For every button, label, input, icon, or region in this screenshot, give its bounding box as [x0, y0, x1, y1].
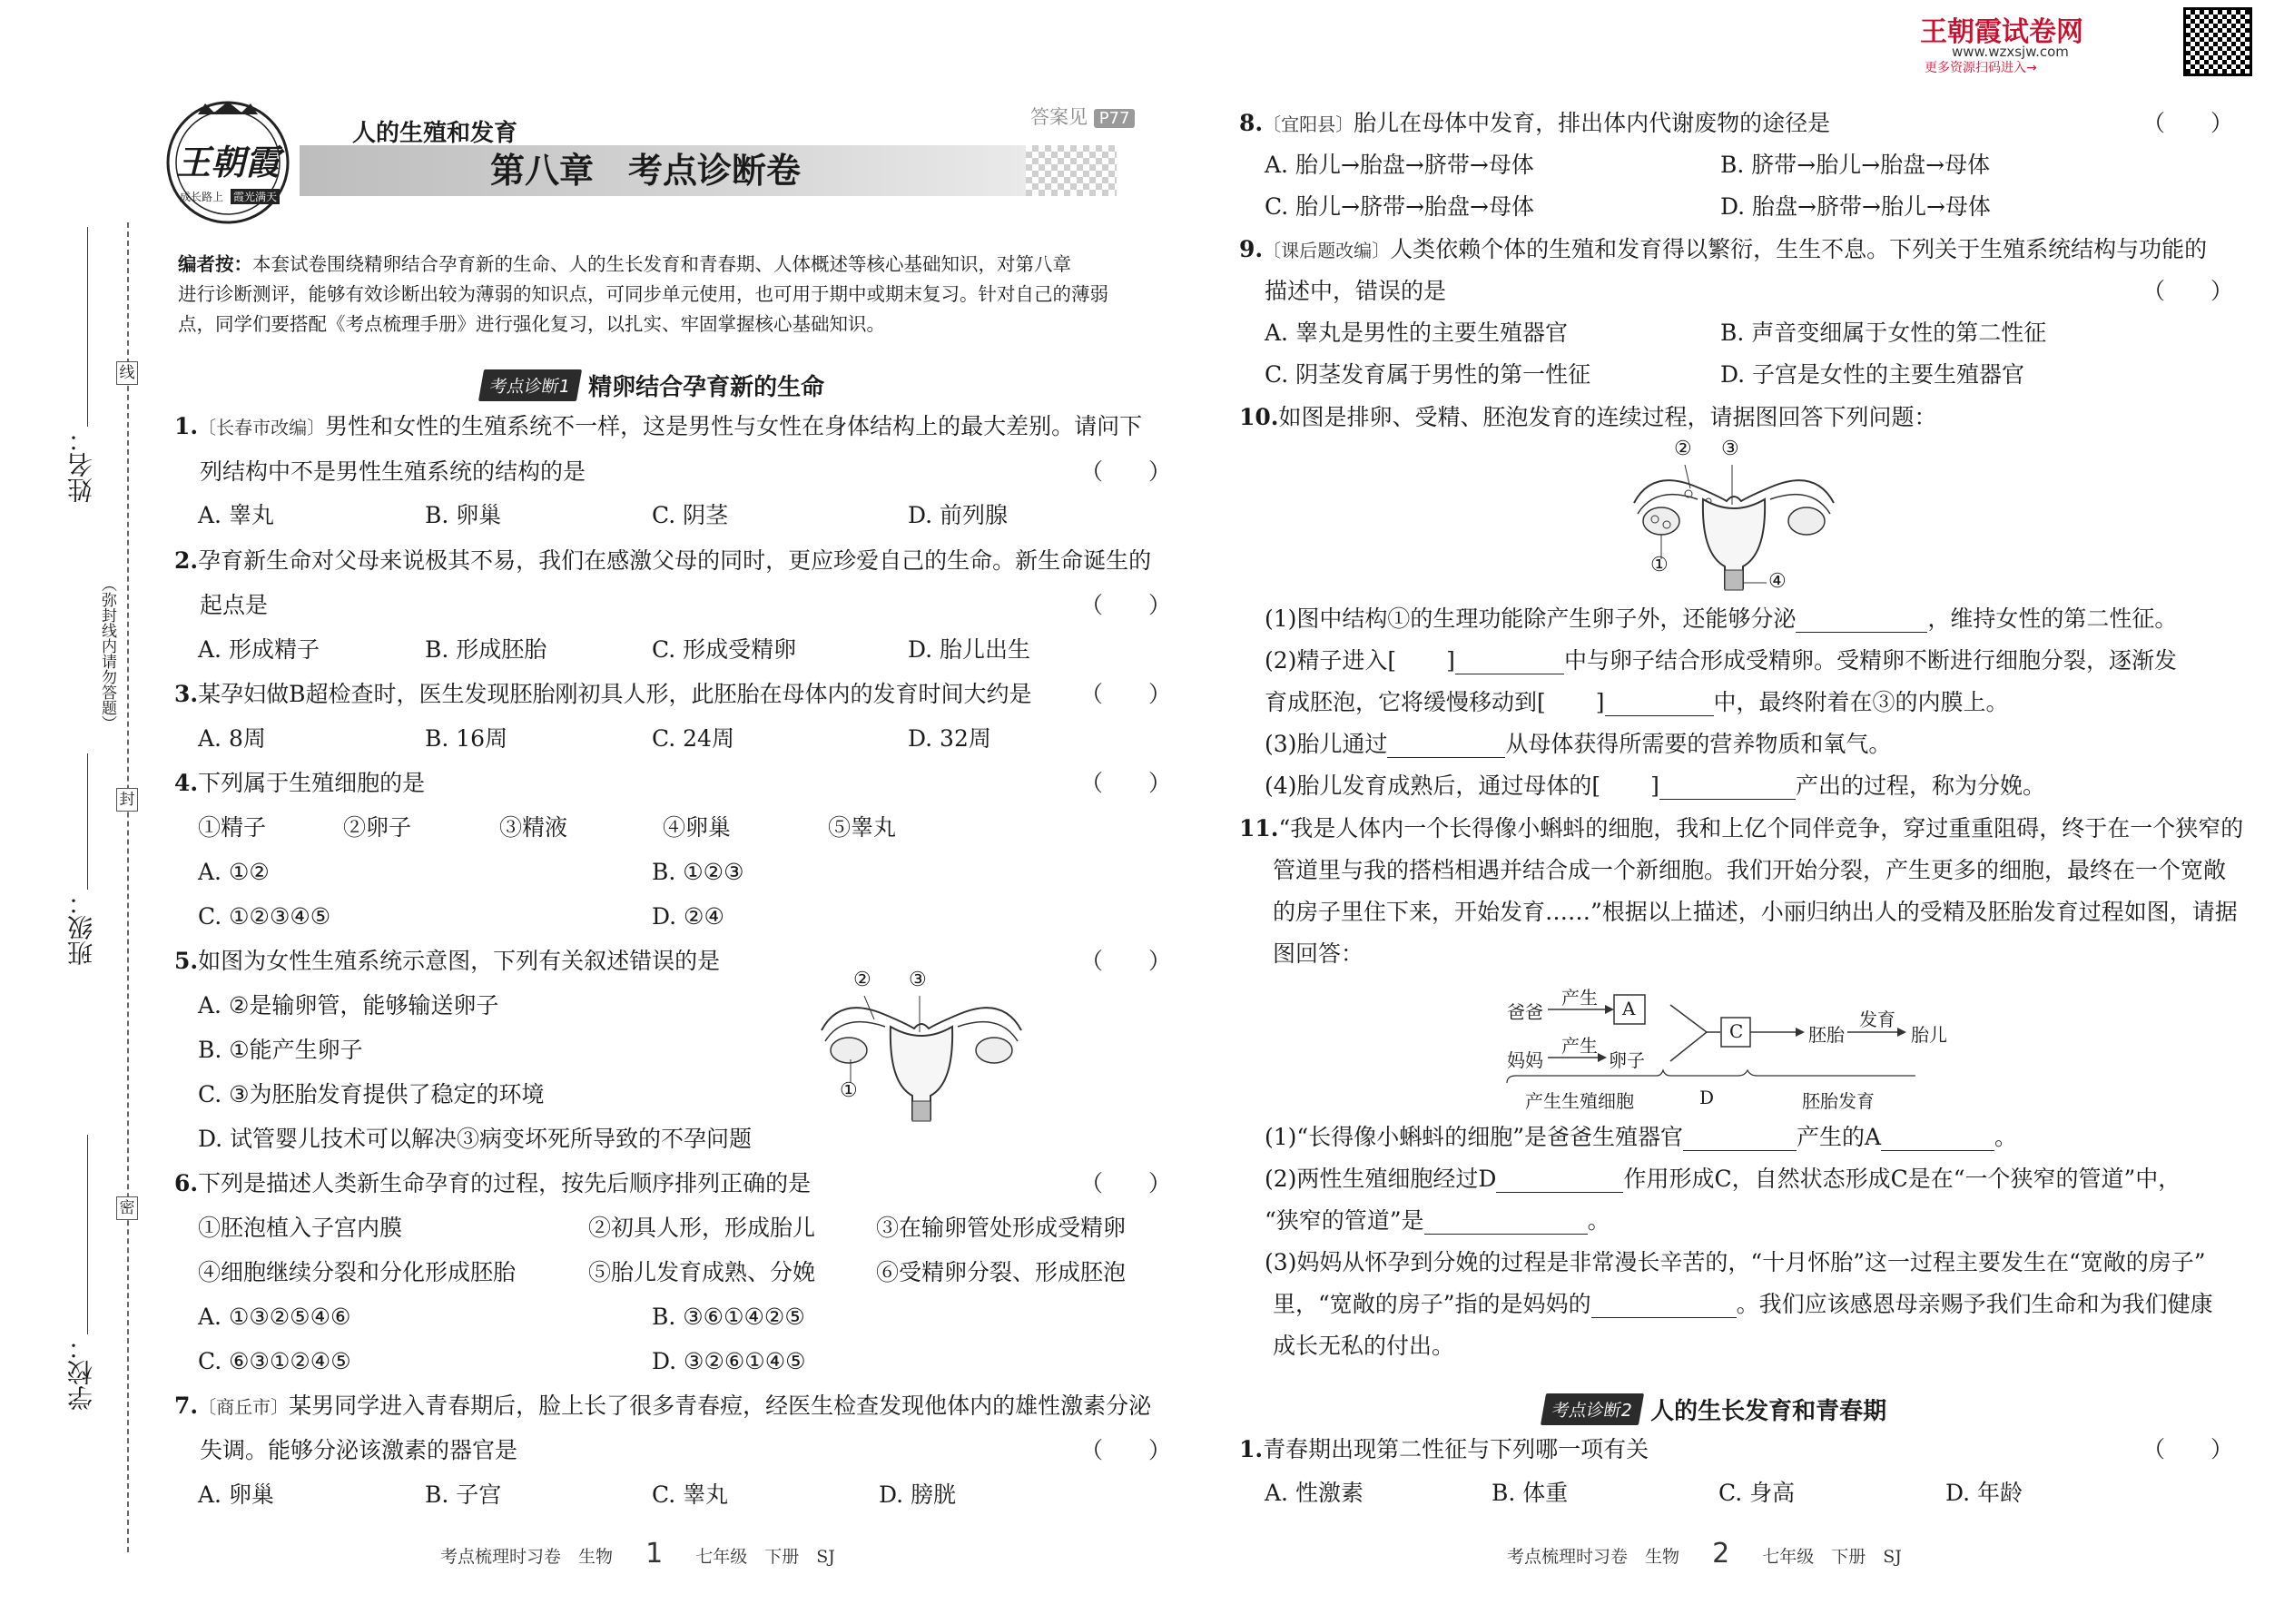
q10-sub2-line2: 育成胚泡，它将缓慢移动到[ ] 中，最终附着在③的内膜上。: [1265, 689, 2009, 715]
q6-item-6: ⑥受精卵分裂、形成胚泡: [876, 1259, 1127, 1285]
q11-sub2-line2: “狭窄的管道”是 。: [1265, 1207, 1610, 1234]
class-underline: [87, 753, 88, 890]
school-underline: [87, 1135, 88, 1334]
footer-right-grade: 七年级 下册 SJ: [1762, 1547, 1902, 1567]
logo-slogan-left: 成长路上: [180, 191, 224, 203]
answer-ref: [1030, 103, 1135, 130]
seal-mark-2: 封: [116, 788, 138, 812]
q11-diagram-egg: 卵子: [1609, 1049, 1645, 1071]
header-checker: [1026, 145, 1117, 196]
q6-item-1: ①胚泡植入子宫内膜: [198, 1215, 403, 1241]
site-url: www.wzxsjw.com: [1952, 44, 2069, 60]
q10-label-1: ①: [1650, 554, 1669, 576]
editor-note: [178, 250, 1108, 340]
q4-line1: 4.下列属于生殖细胞的是: [174, 770, 426, 796]
q11-diagram-develop: 发育: [1859, 1009, 1895, 1030]
editor-note-line2: 进行诊断测评，能够有效诊断出较为薄弱的知识点，可同步单元使用，也可用于期中或期末复习。针对自己的薄弱: [178, 283, 1108, 305]
q11-diagram-produce2: 产生: [1561, 1035, 1598, 1057]
editor-note-line1: 本套试卷围绕精卵结合孕育新的生命、人的生长发育和青春期、人体概述等核心基础知识，对第八章: [252, 253, 1071, 275]
section2-title: 人的生长发育和青春期: [1650, 1397, 1887, 1425]
editor-note-label: 编者按：: [178, 253, 252, 275]
q11-diagram-mom: 妈妈: [1507, 1049, 1543, 1071]
q7-answer-paren[interactable]: （ ）: [1080, 1437, 1172, 1463]
q6-item-2: ②初具人形，形成胎儿: [588, 1215, 816, 1241]
q2-option-b[interactable]: B. 形成胚胎: [425, 636, 547, 663]
q4-item-2: ②卵子: [343, 814, 412, 841]
q10-ovulation-diagram: [1625, 438, 1843, 601]
q4-option-c[interactable]: C. ①②③④⑤: [198, 903, 331, 930]
s2q1-option-d[interactable]: D. 年龄: [1945, 1480, 2023, 1506]
q10-sub4-blank2[interactable]: [1659, 777, 1796, 800]
q4-item-4: ④卵巢: [663, 814, 732, 841]
class-label: 班级：: [66, 890, 96, 966]
q4-answer-paren[interactable]: （ ）: [1080, 770, 1172, 796]
q10-sub2-blank3[interactable]: [1546, 694, 1596, 716]
q7-option-a[interactable]: A. 卵巢: [198, 1481, 274, 1508]
q10-sub4-blank1[interactable]: [1600, 778, 1650, 800]
q1-option-a[interactable]: A. 睾丸: [198, 502, 274, 528]
q5-option-c[interactable]: C. ③为胚胎发育提供了稳定的环境: [198, 1081, 545, 1107]
q4-item-1: ①精子: [198, 814, 267, 841]
q1-line2: 列结构中不是男性生殖系统的结构的是: [200, 458, 586, 485]
q11-sub3-line3: 成长无私的付出。: [1273, 1333, 1455, 1359]
q10-sub2-blank2[interactable]: [1455, 652, 1564, 674]
site-name: 王朝霞试卷网: [1920, 16, 2083, 48]
name-label: 姓名：: [66, 427, 96, 503]
q1-line1: 1.〔长春市改编〕男性和女性的生殖系统不一样，这是男性与女性在身体结构上的最大差别。请问下: [174, 413, 1143, 439]
logo-text: 王朝霞: [175, 142, 280, 182]
q5-label-3: ③: [909, 969, 927, 991]
q5-option-a[interactable]: A. ②是输卵管，能够输送卵子: [198, 992, 499, 1019]
q4-item-3: ③精液: [499, 814, 568, 841]
q10-label-4: ④: [1768, 570, 1787, 593]
q10-label-3: ③: [1721, 438, 1739, 460]
q10-sub1: (1)图中结构①的生理功能除产生卵子外，还能够分泌 ，维持女性的第二性征。: [1265, 605, 2178, 632]
seal-mark-3: 密: [116, 1196, 138, 1220]
q11-line1: 11.“我是人体内一个长得像小蝌蚪的细胞，我和上亿个同伴竞争，穿过重重阻碍，终于在一个狭窄的: [1239, 815, 2244, 842]
school-label: 学校：: [66, 1334, 96, 1411]
q11-diagram-stage3: 胚胎发育: [1802, 1090, 1875, 1112]
q10-sub2-blank1[interactable]: [1396, 653, 1446, 674]
editor-note-line3: 点，同学们要搭配《考点梳理手册》进行强化复习，以扎实、牢固掌握核心基础知识。: [178, 313, 885, 335]
q10-sub2-blank4[interactable]: [1605, 694, 1714, 716]
q2-option-a[interactable]: A. 形成精子: [198, 636, 320, 663]
s2q1-option-c[interactable]: C. 身高: [1718, 1480, 1796, 1506]
q9-answer-paren[interactable]: （ ）: [2142, 278, 2234, 304]
q10-sub2-line1: (2)精子进入[ ] 中与卵子结合形成受精卵。受精卵不断进行细胞分裂，逐渐发: [1265, 647, 2177, 674]
section2-heading: [1543, 1393, 1886, 1424]
q11-sub2-line1: (2)两性生殖细胞经过D 作用形成C，自然状态形成C是在“一个狭窄的管道”中，: [1265, 1166, 2181, 1192]
q9-option-b[interactable]: B. 声音变细属于女性的第二性征: [1720, 320, 2047, 346]
q1-answer-paren[interactable]: （ ）: [1080, 458, 1172, 485]
footer-right: [1507, 1538, 1902, 1570]
q11-diagram-fetus: 胎儿: [1911, 1024, 1947, 1046]
q11-diagram-c-box: C: [1729, 1020, 1744, 1042]
q9-option-d[interactable]: D. 子宫是女性的主要生殖器官: [1720, 361, 2025, 388]
q1-option-c[interactable]: C. 阴茎: [652, 502, 729, 528]
logo-slogan-right: 霞光满天: [231, 189, 280, 204]
q2-option-c[interactable]: C. 形成受精卵: [652, 636, 797, 663]
footer-left-grade: 七年级 下册 SJ: [695, 1547, 835, 1567]
q4-item-5: ⑤睾丸: [828, 814, 897, 841]
q7-line2: 失调。能够分泌该激素的器官是: [200, 1437, 518, 1463]
q11-sub3-line1: (3)妈妈从怀孕到分娩的过程是非常漫长辛苦的，“十月怀胎”这一过程主要发生在“宽敞的房子”: [1265, 1249, 2206, 1275]
answer-prefix: 答案见: [1030, 106, 1088, 128]
q11-sub2-blank2[interactable]: [1424, 1212, 1588, 1235]
seal-mark-1: 线: [116, 361, 138, 385]
q3-line1: 3.某孕妇做B超检查时，医生发现胚胎刚初具人形，此胚胎在母体内的发育时间大约是: [174, 681, 1032, 707]
q5-label-2: ②: [853, 969, 871, 991]
qr-code-icon: [2183, 7, 2252, 76]
answer-page-badge: P77: [1094, 109, 1136, 128]
q11-line3: 的房子里住下来，开始发育……”根据以上描述，小丽归纳出人的受精及胚胎发育过程如图，请据: [1273, 899, 2238, 925]
q10-sub4: (4)胎儿发育成熟后，通过母体的[ ] 产出的过程，称为分娩。: [1265, 773, 2045, 799]
q3-option-d[interactable]: D. 32周: [908, 725, 991, 752]
q8-option-b[interactable]: B. 脐带→胎儿→胎盘→母体: [1720, 152, 1991, 178]
q8-option-c[interactable]: C. 胎儿→脐带→胎盘→母体: [1265, 193, 1534, 220]
q11-diagram-a-box: A: [1622, 998, 1636, 1019]
q6-option-d[interactable]: D. ③②⑥①④⑤: [652, 1348, 806, 1374]
q1-option-d[interactable]: D. 前列腺: [908, 502, 1009, 528]
q6-item-5: ⑤胎儿发育成熟、分娩: [588, 1259, 816, 1285]
q11-sub3-blank[interactable]: [1591, 1295, 1737, 1318]
footer-left-page-number: 1: [645, 1538, 664, 1570]
q10-label-2: ②: [1674, 438, 1692, 460]
q2-line1: 2.孕育新生命对父母来说极其不易，我们在感激父母的同时，更应珍爱自己的生命。新生命诞生的: [174, 547, 1152, 574]
q3-answer-paren[interactable]: （ ）: [1080, 681, 1172, 707]
q7-option-d[interactable]: D. 膀胱: [879, 1481, 957, 1508]
q11-sub3-line2: 里，“宽敞的房子”指的是妈妈的 。我们应该感恩母亲赐予我们生命和为我们健康: [1273, 1291, 2213, 1317]
q8-option-a[interactable]: A. 胎儿→胎盘→脐带→母体: [1265, 152, 1534, 178]
site-more: 更多资源扫码进入→: [1925, 61, 2037, 75]
q11-diagram-embryo: 胚胎: [1808, 1024, 1845, 1046]
section1-badge: 考点诊断1: [478, 369, 582, 401]
q9-line2: 描述中，错误的是: [1265, 278, 1447, 304]
q9-option-a[interactable]: A. 睾丸是男性的主要生殖器官: [1265, 320, 1568, 346]
q7-option-b[interactable]: B. 子宫: [425, 1481, 502, 1508]
q11-diagram-dad: 爸爸: [1507, 1001, 1543, 1023]
q11-line4: 图回答：: [1273, 940, 1364, 967]
q9-line1: 9.〔课后题改编〕人类依赖个体的生殖和发育得以繁衍，生生不息。下列关于生殖系统结构与功能的: [1239, 236, 2208, 262]
q7-option-c[interactable]: C. 睾丸: [652, 1481, 729, 1508]
footer-right-series: 考点梳理时习卷 生物: [1507, 1547, 1680, 1567]
q11-sub1: (1)“长得像小蝌蚪的细胞”是爸爸生殖器官 产生的A 。: [1265, 1124, 2018, 1150]
q11-sub1-blank2[interactable]: [1881, 1128, 1994, 1151]
q10-sub3-blank[interactable]: [1387, 735, 1505, 758]
q11-diagram-stage1: 产生生殖细胞: [1525, 1090, 1634, 1112]
q6-item-4: ④细胞继续分裂和分化形成胚胎: [198, 1259, 517, 1285]
s2q1-line1: 1.青春期出现第二性征与下列哪一项有关: [1239, 1436, 1649, 1462]
q3-option-b[interactable]: B. 16周: [425, 725, 508, 752]
logo: [163, 98, 292, 227]
q6-option-c[interactable]: C. ⑥③①②④⑤: [198, 1348, 351, 1374]
q3-option-c[interactable]: C. 24周: [652, 725, 734, 752]
footer-left-series: 考点梳理时习卷 生物: [440, 1547, 614, 1567]
section2-badge: 考点诊断2: [1541, 1393, 1644, 1425]
q6-answer-paren[interactable]: （ ）: [1080, 1170, 1172, 1196]
q8-option-d[interactable]: D. 胎盘→脐带→胎儿→母体: [1720, 193, 1991, 220]
q6-option-a[interactable]: A. ①③②⑤④⑥: [198, 1304, 351, 1330]
q10-line1: 10.如图是排卵、受精、胚泡发育的连续过程，请据图回答下列问题：: [1239, 404, 1937, 430]
q11-sub2-blank1[interactable]: [1496, 1170, 1623, 1193]
s2q1-option-a[interactable]: A. 性激素: [1265, 1480, 1364, 1506]
q10-sub1-blank[interactable]: [1796, 610, 1927, 633]
q7-line1: 7.〔商丘市〕某男同学进入青春期后，脸上长了很多青春痘，经医生检查发现他体内的雄性激素分泌: [174, 1393, 1152, 1419]
q4-option-b[interactable]: B. ①②③: [652, 859, 744, 885]
q8-line1: 8.〔宜阳县〕胎儿在母体中发育，排出体内代谢废物的途径是: [1239, 110, 1831, 136]
s2q1-answer-paren[interactable]: （ ）: [2142, 1436, 2234, 1462]
binding-line: [127, 222, 129, 1552]
section1-heading: [481, 369, 824, 400]
q11-sub1-blank1[interactable]: [1683, 1128, 1797, 1151]
section1-title: 精卵结合孕育新的生命: [588, 373, 825, 401]
name-underline: [87, 227, 88, 427]
q9-option-c[interactable]: C. 阴茎发育属于男性的第一性征: [1265, 361, 1591, 388]
page-title: 第八章 考点诊断卷: [490, 151, 802, 191]
q11-line2: 管道里与我的搭档相遇并结合成一个新细胞。我们开始分裂，产生更多的细胞，最终在一个宽敞: [1273, 857, 2227, 883]
s2q1-option-b[interactable]: B. 体重: [1492, 1480, 1569, 1506]
q8-answer-paren[interactable]: （ ）: [2142, 110, 2234, 136]
q11-flow-diagram: [1498, 985, 1979, 1121]
q10-sub3: (3)胎儿通过 从母体获得所需要的营养物质和氧气。: [1265, 731, 1892, 757]
footer-right-page-number: 2: [1712, 1538, 1730, 1570]
q11-diagram-stage2: D: [1699, 1087, 1715, 1108]
header-topic: 人的生殖和发育: [352, 120, 518, 147]
q6-item-3: ③在输卵管处形成受精卵: [876, 1215, 1127, 1241]
q6-option-b[interactable]: B. ③⑥①④②⑤: [652, 1304, 805, 1330]
q4-option-d[interactable]: D. ②④: [652, 903, 724, 930]
q4-option-a[interactable]: A. ①②: [198, 859, 270, 885]
q5-label-1: ①: [840, 1079, 858, 1102]
q5-option-b[interactable]: B. ①能产生卵子: [198, 1037, 363, 1063]
q3-option-a[interactable]: A. 8周: [198, 725, 266, 752]
q1-option-b[interactable]: B. 卵巢: [425, 502, 502, 528]
q5-uterus-diagram: [812, 969, 1030, 1130]
q2-line2: 起点是: [200, 592, 269, 618]
q11-diagram-produce1: 产生: [1561, 987, 1598, 1009]
seal-note: （弥封线内请勿答题）: [98, 576, 116, 731]
q5-option-d[interactable]: D. 试管婴儿技术可以解决③病变坏死所导致的不孕问题: [198, 1126, 753, 1152]
q5-line1: 5.如图为女性生殖系统示意图，下列有关叙述错误的是: [174, 948, 721, 974]
footer-left: [440, 1538, 835, 1570]
q5-answer-paren[interactable]: （ ）: [1080, 948, 1172, 974]
q2-option-d[interactable]: D. 胎儿出生: [908, 636, 1031, 663]
q2-answer-paren[interactable]: （ ）: [1080, 592, 1172, 618]
q6-line1: 6.下列是描述人类新生命孕育的过程，按先后顺序排列正确的是: [174, 1170, 812, 1196]
